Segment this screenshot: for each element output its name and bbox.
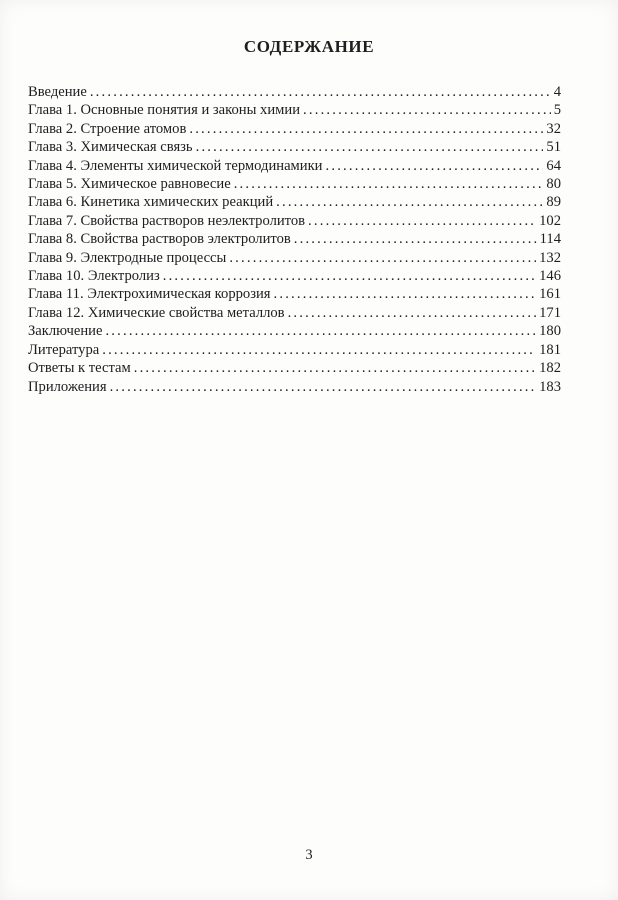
toc-entry-label: Глава 2. Строение атомов [28, 120, 187, 137]
toc-entry-label: Глава 9. Электродные процессы [28, 249, 227, 266]
toc-entry-label: Глава 1. Основные понятия и законы химии [28, 102, 301, 119]
toc-entry-page-number: 183 [539, 378, 561, 395]
toc-entry-page-number: 171 [539, 304, 561, 321]
toc-entry-page-number: 182 [539, 360, 561, 377]
toc-entry [28, 322, 561, 340]
toc-entry [28, 249, 561, 267]
toc-entry-page-number: 180 [539, 323, 561, 340]
dot-leader [294, 230, 537, 248]
page-number: 3 [305, 847, 313, 863]
toc-entry-page-number: 89 [546, 194, 561, 211]
toc-entry [28, 267, 561, 285]
toc-entry-label: Ответы к тестам [28, 360, 131, 377]
dot-leader [229, 249, 536, 267]
toc-entry [28, 378, 561, 396]
toc-entry-label: Приложения [28, 378, 107, 395]
dot-leader [303, 101, 551, 119]
toc-entry-label: Глава 11. Электрохимическая коррозия [28, 286, 271, 303]
dot-leader [196, 138, 544, 156]
toc-entry-label: Глава 12. Химические свойства металлов [28, 304, 285, 321]
toc-entry [28, 359, 561, 377]
dot-leader [308, 212, 536, 230]
dot-leader [274, 285, 537, 303]
toc-entry-label: Глава 3. Химическая связь [28, 139, 193, 156]
toc-entry-label: Литература [28, 341, 100, 358]
toc-entry [28, 175, 561, 193]
toc-entry [28, 120, 561, 138]
dot-leader [189, 120, 543, 138]
dot-leader [288, 304, 537, 322]
dot-leader [102, 341, 536, 359]
toc-entry-page-number: 146 [539, 268, 561, 285]
toc-entry-page-number: 80 [546, 176, 561, 193]
dot-leader [276, 193, 543, 211]
dot-leader [105, 322, 536, 340]
toc-entry [28, 83, 561, 101]
toc-entry-label: Глава 5. Химическое равновесие [28, 176, 231, 193]
toc-entry [28, 157, 561, 175]
toc-entry [28, 193, 561, 211]
toc-entry [28, 304, 561, 322]
toc-entry-label: Заключение [28, 323, 103, 340]
toc-entry-label: Глава 4. Элементы химической термодинамики [28, 157, 323, 174]
toc-entry-page-number: 102 [539, 212, 561, 229]
toc-entry-page-number: 4 [553, 84, 561, 100]
toc-entry-label: Глава 10. Электролиз [28, 268, 160, 285]
toc-entry-page-number: 5 [553, 102, 561, 119]
dot-leader [163, 267, 536, 285]
toc-entry [28, 138, 561, 156]
dot-leader [326, 157, 544, 175]
page-title: СОДЕРЖАНИЕ [243, 37, 375, 56]
dot-leader [234, 175, 544, 193]
toc-entry-label: Глава 6. Кинетика химических реакций [28, 194, 274, 211]
toc-entry [28, 285, 561, 303]
dot-leader [134, 359, 536, 377]
toc-entry-label: Введение [28, 84, 87, 100]
toc-entry [28, 230, 561, 248]
dot-leader [110, 378, 537, 396]
table-of-contents [0, 83, 618, 396]
toc-entry-page-number: 132 [539, 249, 561, 266]
toc-entry-page-number: 161 [539, 286, 561, 303]
toc-entry-page-number: 181 [539, 341, 561, 358]
toc-entry-page-number: 64 [546, 157, 561, 174]
dot-leader [90, 83, 551, 101]
toc-entry [28, 101, 561, 119]
toc-entry [28, 341, 561, 359]
toc-entry [28, 212, 561, 230]
toc-entry-page-number: 51 [546, 139, 561, 156]
toc-entry-label: Глава 8. Свойства растворов электролитов [28, 231, 291, 248]
toc-entry-page-number: 114 [539, 231, 561, 248]
toc-entry-page-number: 32 [546, 120, 561, 137]
toc-entry-label: Глава 7. Свойства растворов неэлектролитов [28, 212, 306, 229]
